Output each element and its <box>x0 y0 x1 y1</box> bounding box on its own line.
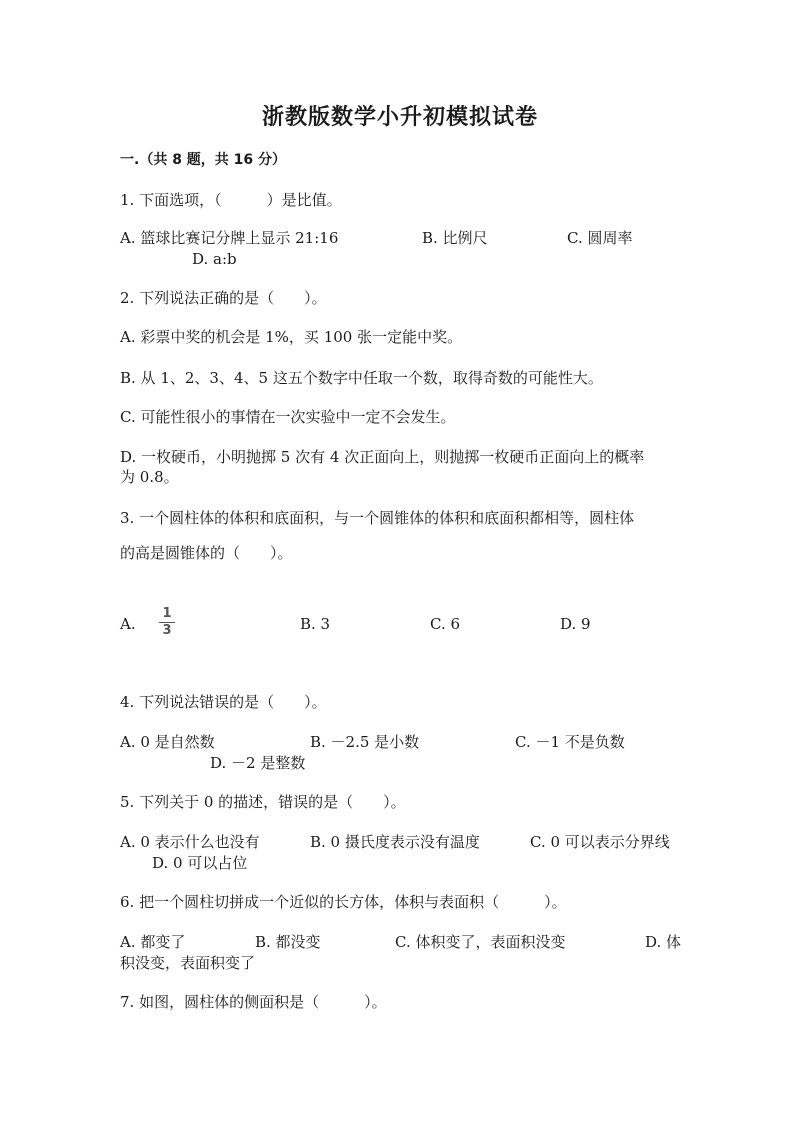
question-6-option-a[interactable]: A. 都变了 <box>120 933 186 951</box>
question-1-option-c[interactable]: C. 圆周率 <box>567 229 633 247</box>
question-2-option-b[interactable]: B. 从 1、2、3、4、5 这五个数字中任取一个数，取得奇数的可能性大。 <box>120 369 603 387</box>
question-3-option-a-label[interactable]: A. <box>120 615 136 633</box>
question-3-stem-line1: 3. 一个圆柱体的体积和底面积，与一个圆锥体的体积和底面积都相等，圆柱体 <box>120 509 635 527</box>
section-heading: 一.（共 8 题，共 16 分） <box>120 152 287 168</box>
question-1-option-a[interactable]: A. 篮球比赛记分牌上显示 21:16 <box>120 229 339 247</box>
question-2-option-c[interactable]: C. 可能性很小的事情在一次实验中一定不会发生。 <box>120 408 456 426</box>
question-6-option-d-line2[interactable]: 积没变，表面积变了 <box>120 954 256 972</box>
fraction-denominator: 3 <box>162 623 172 638</box>
question-6-option-c[interactable]: C. 体积变了，表面积没变 <box>395 933 566 951</box>
question-2-stem: 2. 下列说法正确的是（ ）。 <box>120 289 327 307</box>
question-5-option-d[interactable]: D. 0 可以占位 <box>152 854 248 872</box>
question-7-stem: 7. 如图，圆柱体的侧面积是（ ）。 <box>120 993 387 1011</box>
question-6-option-b[interactable]: B. 都没变 <box>255 933 321 951</box>
question-5-option-a[interactable]: A. 0 表示什么也没有 <box>120 833 260 851</box>
question-3-option-d[interactable]: D. 9 <box>560 615 591 633</box>
question-5-option-c[interactable]: C. 0 可以表示分界线 <box>530 833 670 851</box>
question-1-stem: 1. 下面选项，（ ）是比值。 <box>120 191 342 209</box>
question-2-option-a[interactable]: A. 彩票中奖的机会是 1%，买 100 张一定能中奖。 <box>120 328 463 346</box>
question-1-option-b[interactable]: B. 比例尺 <box>422 229 488 247</box>
question-2-option-d-line1[interactable]: D. 一枚硬币，小明抛掷 5 次有 4 次正面向上，则抛掷一枚硬币正面向上的概率 <box>120 448 645 466</box>
question-5-option-b[interactable]: B. 0 摄氏度表示没有温度 <box>310 833 480 851</box>
question-4-option-d[interactable]: D. －2 是整数 <box>210 754 306 772</box>
question-6-option-d-line1[interactable]: D. 体 <box>645 933 682 951</box>
question-6-stem: 6. 把一个圆柱切拼成一个近似的长方体，体积与表面积（ ）。 <box>120 893 567 911</box>
question-2-option-d-line2[interactable]: 为 0.8。 <box>120 468 179 486</box>
question-3-stem-line2: 的高是圆锥体的（ ）。 <box>120 544 293 562</box>
page-title: 浙教版数学小升初模拟试卷 <box>261 105 538 130</box>
question-3-option-a-fraction[interactable] <box>157 607 177 638</box>
question-3-option-c[interactable]: C. 6 <box>430 615 461 633</box>
question-5-stem: 5. 下列关于 0 的描述，错误的是（ ）。 <box>120 793 406 811</box>
question-4-option-b[interactable]: B. －2.5 是小数 <box>310 733 420 751</box>
question-4-stem: 4. 下列说法错误的是（ ）。 <box>120 693 327 711</box>
question-4-option-a[interactable]: A. 0 是自然数 <box>120 733 215 751</box>
question-1-option-d[interactable]: D. a:b <box>192 250 237 268</box>
question-3-option-b[interactable]: B. 3 <box>300 615 331 633</box>
fraction-numerator: 1 <box>162 606 172 621</box>
question-4-option-c[interactable]: C. －1 不是负数 <box>515 733 625 751</box>
